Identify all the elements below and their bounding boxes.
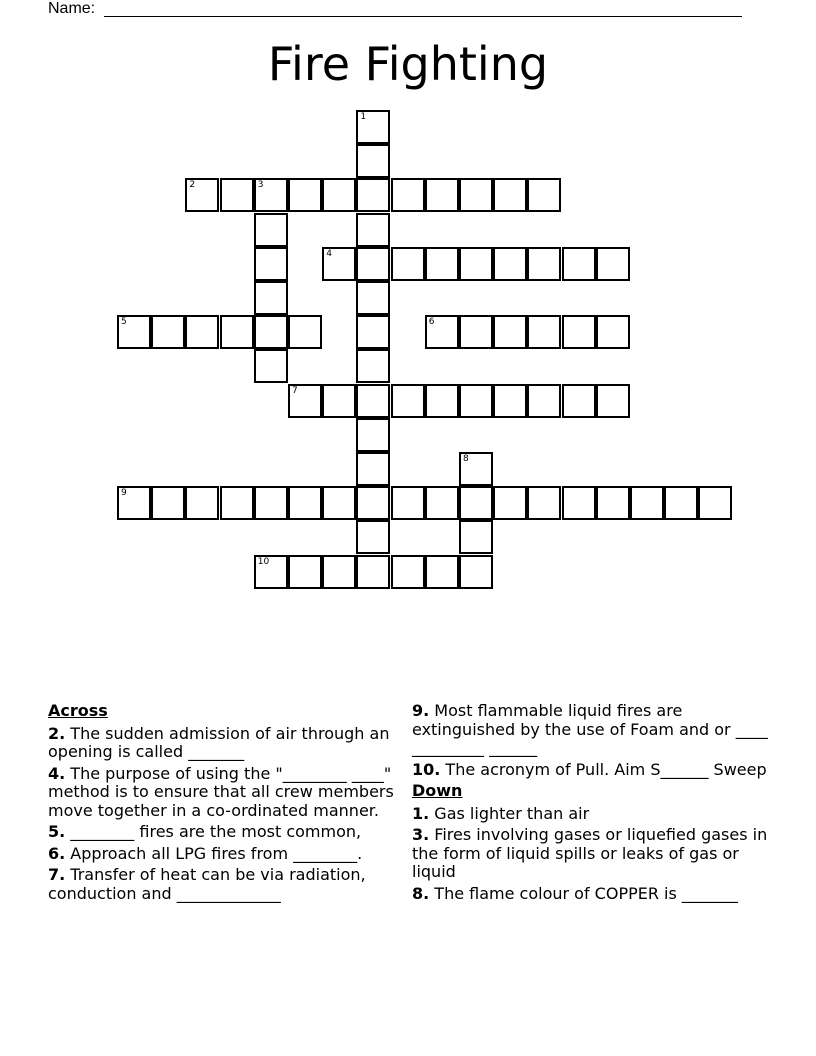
clue-number-label: 5. [48, 822, 66, 841]
crossword-cell[interactable] [356, 110, 390, 144]
clue-number-label: 6. [48, 843, 66, 863]
clue-text: The acronym of Pull. Aim S______ Sweep [440, 759, 767, 779]
crossword-cell[interactable] [356, 555, 390, 589]
crossword-cell[interactable] [391, 555, 425, 589]
clue-number: 4 [326, 248, 332, 259]
clue-number-label: 8. [412, 883, 430, 903]
clues-right-column [412, 702, 772, 906]
across-clue-list [48, 725, 408, 904]
crossword-cell[interactable] [630, 486, 664, 520]
crossword-cell[interactable] [425, 555, 459, 589]
clue-text: Approach all LPG fires from ________. [65, 843, 363, 863]
crossword-cell[interactable] [698, 486, 732, 520]
crossword-cell[interactable] [493, 178, 527, 212]
crossword-cell[interactable] [288, 384, 322, 418]
crossword-cell[interactable] [288, 315, 322, 349]
crossword-cell[interactable] [254, 247, 288, 281]
crossword-cell[interactable] [322, 555, 356, 589]
crossword-cell[interactable] [425, 178, 459, 212]
crossword-cell[interactable] [254, 315, 288, 349]
crossword-cell[interactable] [117, 315, 151, 349]
puzzle-title: Fire Fighting [267, 37, 549, 91]
clue-item [48, 765, 408, 821]
clue-item [412, 885, 772, 904]
clue-text: Gas lighter than air [429, 803, 590, 823]
crossword-cell[interactable] [356, 144, 390, 178]
crossword-cell[interactable] [391, 384, 425, 418]
clue-text: Fires involving gases or liquefied gases in the form of liquid spills or leaks of gas or liquid [412, 825, 768, 881]
crossword-cell[interactable] [596, 384, 630, 418]
clue-number: 3 [257, 180, 264, 191]
crossword-cell[interactable] [356, 349, 390, 383]
crossword-cell[interactable] [493, 315, 527, 349]
crossword-cell[interactable] [459, 315, 493, 349]
crossword-cell[interactable] [356, 384, 390, 418]
clue-number-label: 9. [412, 701, 430, 720]
crossword-cell[interactable] [254, 281, 288, 315]
crossword-cell[interactable] [220, 486, 254, 520]
name-label: Name: [48, 0, 96, 17]
crossword-cell[interactable] [562, 384, 596, 418]
crossword-cell[interactable] [459, 178, 493, 212]
crossword-cell[interactable] [151, 315, 185, 349]
crossword-cell[interactable] [356, 178, 390, 212]
down-clue-list [412, 805, 772, 904]
crossword-cell[interactable] [391, 178, 425, 212]
clue-number: 9 [121, 488, 127, 499]
crossword-cell[interactable] [562, 247, 596, 281]
crossword-cell[interactable] [356, 315, 390, 349]
clue-number-label: 3. [412, 825, 430, 844]
crossword-cell[interactable] [527, 315, 561, 349]
crossword-cell[interactable] [356, 418, 390, 452]
crossword-cell[interactable] [254, 213, 288, 247]
clue-number: 2 [189, 180, 196, 191]
crossword-cell[interactable] [527, 486, 561, 520]
crossword-cell[interactable] [493, 384, 527, 418]
crossword-cell[interactable] [185, 315, 219, 349]
clue-number-label: 10. [412, 759, 441, 779]
clue-text: ________ fires are the most common, [65, 822, 362, 841]
crossword-cell[interactable] [288, 178, 322, 212]
clue-text: The sudden admission of air through an opening is called _______ [48, 723, 390, 761]
crossword-cell[interactable] [322, 384, 356, 418]
crossword-cell[interactable] [459, 384, 493, 418]
clue-text: Most flammable liquid fires are extinguished by the use of Foam and or ____ _________ ______ [412, 701, 768, 757]
clue-item [412, 761, 772, 780]
crossword-cell[interactable] [391, 247, 425, 281]
crossword-cell[interactable] [322, 178, 356, 212]
across-clue-list-continued [412, 702, 772, 779]
crossword-cell[interactable] [288, 555, 322, 589]
crossword-cell[interactable] [356, 247, 390, 281]
crossword-cell[interactable] [356, 281, 390, 315]
clue-number: 7 [292, 385, 298, 396]
clue-number: 8 [463, 454, 469, 464]
clue-number: 10 [257, 556, 270, 567]
crossword-cell[interactable] [151, 486, 185, 520]
crossword-cell[interactable] [322, 247, 356, 281]
clue-item [48, 866, 408, 903]
crossword-cell[interactable] [459, 486, 493, 520]
crossword-cell[interactable] [117, 486, 151, 520]
crossword-cell[interactable] [664, 486, 698, 520]
clue-number-label: 2. [48, 723, 66, 743]
clue-item [412, 805, 772, 824]
clue-text: Transfer of heat can be via radiation, conduction and _____________ [48, 865, 366, 903]
crossword-cell[interactable] [459, 452, 493, 486]
crossword-cell[interactable] [254, 555, 288, 589]
crossword-cell[interactable] [562, 486, 596, 520]
crossword-cell[interactable] [185, 178, 219, 212]
crossword-cell[interactable] [425, 486, 459, 520]
crossword-cell[interactable] [493, 247, 527, 281]
crossword-cell[interactable] [493, 486, 527, 520]
clue-number: 1 [360, 112, 367, 122]
crossword-cell[interactable] [185, 486, 219, 520]
down-heading: Down [412, 781, 463, 800]
clue-item [48, 845, 408, 864]
crossword-cell[interactable] [356, 452, 390, 486]
crossword-cell[interactable] [220, 178, 254, 212]
crossword-cell[interactable] [459, 520, 493, 554]
crossword-cell[interactable] [527, 178, 561, 212]
clue-text: The flame colour of COPPER is _______ [429, 883, 738, 903]
crossword-cell[interactable] [425, 384, 459, 418]
crossword-cell[interactable] [459, 247, 493, 281]
crossword-cell[interactable] [562, 315, 596, 349]
crossword-cell[interactable] [425, 315, 459, 349]
clue-number-label: 7. [48, 865, 66, 884]
crossword-cell[interactable] [391, 486, 425, 520]
across-heading: Across [48, 701, 108, 720]
clue-number: 6 [428, 317, 435, 328]
crossword-cell[interactable] [459, 555, 493, 589]
crossword-cell[interactable] [220, 315, 254, 349]
crossword-cell[interactable] [322, 486, 356, 520]
crossword-cell[interactable] [254, 178, 288, 212]
crossword-cell[interactable] [356, 486, 390, 520]
crossword-cell[interactable] [596, 486, 630, 520]
crossword-cell[interactable] [356, 213, 390, 247]
clue-item [412, 702, 772, 758]
crossword-cell[interactable] [254, 349, 288, 383]
clue-number-label: 1. [412, 803, 430, 823]
clue-number: 5 [121, 317, 127, 328]
clue-item [412, 826, 772, 882]
crossword-cell[interactable] [527, 384, 561, 418]
crossword-cell[interactable] [288, 486, 322, 520]
crossword-cell[interactable] [254, 486, 288, 520]
crossword-cell[interactable] [527, 247, 561, 281]
clue-number-label: 4. [48, 763, 66, 783]
clue-item [48, 823, 408, 842]
crossword-cell[interactable] [596, 247, 630, 281]
clue-text: The purpose of using the "________ ____" method is to ensure that all crew members move together in a co-ordinated manner. [48, 763, 394, 820]
clues-left-column [48, 702, 408, 906]
crossword-cell[interactable] [356, 520, 390, 554]
crossword-cell[interactable] [425, 247, 459, 281]
crossword-cell[interactable] [596, 315, 630, 349]
clue-item [48, 725, 408, 762]
